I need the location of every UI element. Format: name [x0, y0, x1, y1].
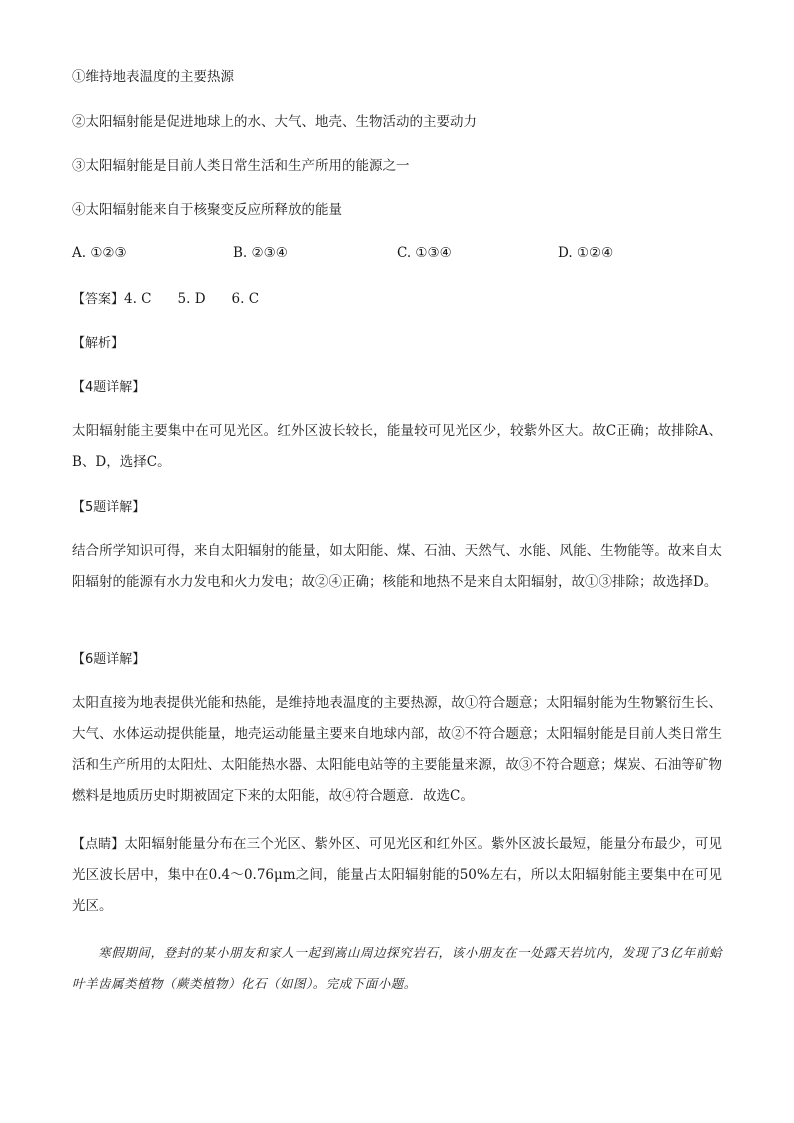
answer-item: 6. C — [231, 291, 260, 307]
story-text: 寒假期间，登封的某小朋友和家人一起到嵩山周边探究岩石，该小朋友在一处露天岩坑内，发现了3亿年前蛤叶羊齿属类植物（蕨类植物）化石（如图）。完成下面小题。 — [72, 945, 722, 991]
option-d: D. ①②④ — [558, 245, 614, 261]
q5-body: 结合所学知识可得，来自太阳辐射的能量，如太阳能、煤、石油、天然气、水能、风能、生物能等。故来自太阳辐射的能源有水力发电和火力发电；故②④正确；核能和地热不是来自太阳辐射，故①③排除；故选择D。 — [72, 543, 722, 590]
answer-item: 4. C — [124, 291, 152, 307]
statement-4: ④太阳辐射能来自于核聚变反应所释放的能量 — [72, 202, 342, 218]
tip-label: 【点睛】 — [72, 837, 125, 852]
statement-2: ②太阳辐射能是促进地球上的水、大气、地壳、生物活动的主要动力 — [72, 114, 477, 130]
statement-3: ③太阳辐射能是目前人类日常生活和生产所用的能源之一 — [72, 158, 410, 174]
answer-item: 5. D — [177, 291, 206, 307]
q4-body: 太阳辐射能主要集中在可见光区。红外区波长较长，能量较可见光区少，较紫外区大。故C正确；故排除A、B、D，选择C。 — [72, 423, 722, 470]
q6-heading: 【6题详解】 — [72, 652, 146, 667]
statement-1: ①维持地表温度的主要热源 — [72, 69, 234, 85]
answer-label: 【答案】 — [72, 292, 125, 307]
analysis-label: 【解析】 — [72, 336, 125, 351]
q4-heading: 【4题详解】 — [72, 380, 146, 395]
tip-block — [72, 829, 722, 922]
q6-body: 太阳直接为地表提供光能和热能，是维持地表温度的主要热源，故①符合题意；太阳辐射能为生物繁衍生长、大气、水体运动提供能量，地壳运动能量主要来自地球内部，故②不符合题意；太阳辐射能是目前人类日常生活和生产所用的太阳灶、太阳能热水器、太阳能电站等的主要能量来源，故③不符合题意；煤炭、石油等矿物燃料是地质历史时期被固定下来的太阳能，故④符合题意．故选C。 — [72, 695, 722, 804]
q5-heading: 【5题详解】 — [72, 500, 146, 515]
tip-body: 太阳辐射能量分布在三个光区、紫外区、可见光区和红外区。紫外区波长最短，能量分布最少，可见光区波长居中，集中在0.4～0.76μm之间，能量占太阳辐射能的50%左右，所以太阳辐射能主要集中在可见光区。 — [72, 836, 722, 914]
story-paragraph — [72, 937, 722, 999]
option-b: B. ②③④ — [233, 245, 288, 261]
option-a: A. ①②③ — [72, 245, 127, 261]
option-c: C. ①③④ — [397, 245, 452, 261]
answer-line — [72, 290, 285, 309]
